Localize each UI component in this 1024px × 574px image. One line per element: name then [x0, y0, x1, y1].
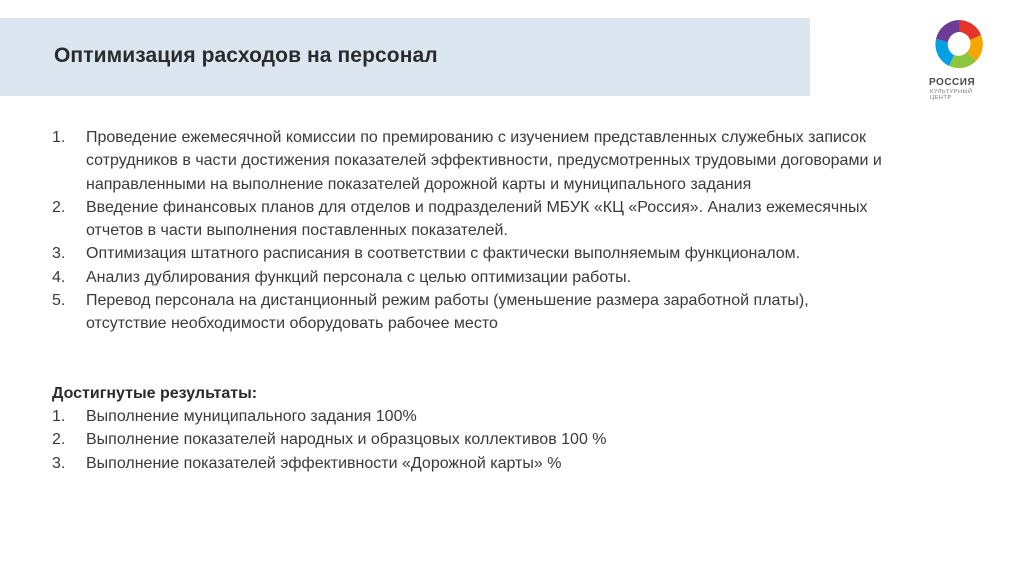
list-item-number: 2. [52, 431, 66, 449]
list-item-text: Анализ дублирования функций персонала с целью оптимизации работы. [86, 268, 632, 286]
list-item-text: Выполнение показателей эффективности «Дорожной карты» % [86, 454, 562, 472]
content [52, 126, 892, 475]
list-item [52, 196, 892, 243]
list-item-text: Выполнение муниципального задания 100% [86, 407, 417, 425]
list-item-number: 4. [52, 268, 66, 286]
list-item [52, 452, 892, 475]
list-item-text: Проведение ежемесячной комиссии по премированию с изучением представленных служебных записок сотрудников в части достижения показателей эффективности, предусмотренных трудовыми договорами и направленными на выполнение показателей дорожной карты и муниципального задания [86, 129, 882, 193]
list-item [52, 242, 892, 265]
list-item [52, 405, 892, 428]
list-item-number: 1. [52, 407, 66, 425]
list-item-text: Перевод персонала на дистанционный режим работы (уменьшение размера заработной платы), отсутствие необходимости оборудовать рабочее место [86, 292, 809, 333]
logo-word: РОССИЯ [929, 77, 976, 88]
results-heading: Достигнутые результаты: [52, 384, 258, 402]
list-item-number: 3. [52, 454, 66, 472]
list-item-text: Введение финансовых планов для отделов и подразделений МБУК «КЦ «Россия». Анализ ежемесячных отчетов в части выполнения поставленных показателей. [86, 198, 868, 240]
list-item [52, 266, 892, 289]
page-title: Оптимизация расходов на персонал [54, 44, 438, 67]
list-item-text: Выполнение показателей народных и образцовых коллективов 100 % [86, 431, 607, 449]
list-item-number: 1. [52, 129, 66, 146]
list-item-number: 3. [52, 245, 66, 263]
list-item [52, 428, 892, 451]
list-item [52, 289, 892, 336]
list-item-number: 5. [52, 292, 66, 310]
list-item-number: 2. [52, 198, 66, 216]
measures-list [52, 126, 892, 336]
list-item-text: Оптимизация штатного расписания в соответствии с фактически выполняемым функционалом. [86, 245, 801, 263]
list-item [52, 126, 892, 196]
logo-subtitle: КУЛЬТУРНЫЙ ЦЕНТР [930, 89, 973, 101]
results-list [52, 405, 892, 475]
